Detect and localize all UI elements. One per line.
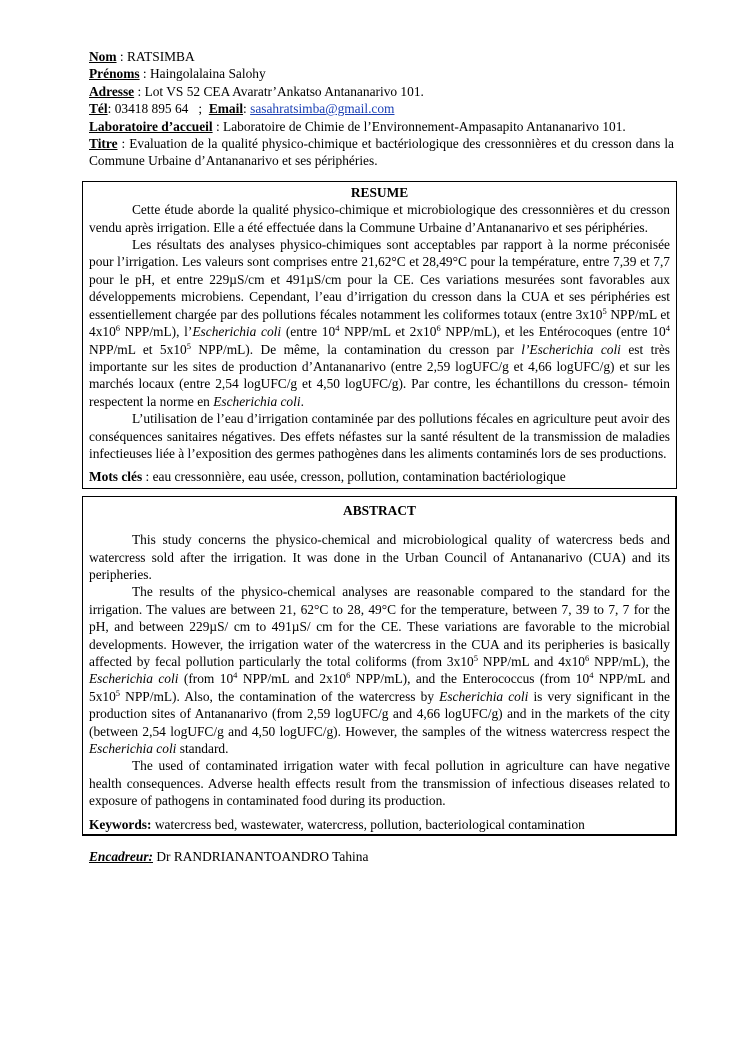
author-info bbox=[89, 48, 674, 170]
superscript: 4 bbox=[233, 670, 238, 681]
keywords-value: watercress bed, wastewater, watercress, pollution, bacteriological contamination bbox=[151, 816, 585, 832]
abstract-box bbox=[82, 496, 677, 836]
abstract-p2-text: NPP/mL and 2x10 bbox=[237, 671, 347, 687]
superscript: 5 bbox=[115, 687, 121, 698]
resume-p2-text: . bbox=[300, 393, 304, 409]
nom-line: Nom : RATSIMBA bbox=[89, 49, 195, 64]
abstract-title: ABSTRACT bbox=[343, 502, 416, 518]
superscript: 6 bbox=[115, 323, 121, 334]
resume-keywords bbox=[89, 468, 670, 485]
abstract-p2-text: is very significant in the production sites of Antananarivo (from 2,59 logUFC/g and 4,66 logUFC/g) and in the markets of the city (between 2,54 logUFC/g and 4,50 logUFC/g). However, the samples of the witness watercress respect the bbox=[89, 688, 670, 739]
encadreur-line bbox=[89, 848, 674, 865]
prenoms-value: Haingolalaina Salohy bbox=[150, 66, 266, 82]
contact-line: Tél: 03418 895 64 ; Email: sasahratsimba@gmail.com bbox=[89, 101, 395, 117]
keywords-label: Keywords: bbox=[89, 816, 152, 832]
tel-value: 03418 895 64 bbox=[114, 101, 189, 117]
abstract-paragraph-1: This study concerns the physico-chemical and microbiological quality of watercress beds and watercress sold after the irrigation. It was done in the Urban Council of Antananarivo (CUA) and its peripheries. bbox=[89, 532, 670, 582]
encadreur-value: Dr RANDRIANANTOANDRO Tahina bbox=[153, 849, 369, 865]
abstract-keywords bbox=[89, 816, 670, 833]
adresse-label: Adresse bbox=[89, 83, 135, 99]
abstract-p2-text: NPP/mL and 5x10 bbox=[89, 671, 670, 704]
adresse-value: Lot VS 52 CEA Avaratr’Ankatso Antananarivo 101. bbox=[144, 83, 424, 99]
superscript: 4 bbox=[335, 323, 340, 334]
resume-p2-text: NPP/mL), l’ bbox=[120, 324, 193, 340]
abstract-p2-text: NPP/mL), the bbox=[589, 654, 671, 669]
superscript: 5 bbox=[602, 305, 607, 316]
document-page bbox=[89, 48, 674, 865]
resume-p2-text: NPP/mL et 5x10 bbox=[89, 341, 187, 357]
prenoms-line: Prénoms : Haingolalaina Salohy bbox=[89, 66, 266, 82]
superscript: 6 bbox=[346, 670, 351, 681]
adresse-line: Adresse : Lot VS 52 CEA Avaratr’Ankatso Antananarivo 101. bbox=[89, 83, 424, 99]
resume-box bbox=[82, 181, 677, 489]
resume-paragraph-1: Cette étude aborde la qualité physico-chimique et microbiologique des cressonnières et du cresson vendu après irrigation. Elle a été effectuée dans la Commune Urbaine d’Antananarivo et ses périphéries. bbox=[89, 202, 670, 235]
abstract-p2-text: The results of the physico-chemical analyses are reasonable compared to the standard for the irrigation. The values are between 21, 62°C to 28, 49°C for the temperature, between 7, 39 to 7, 7 for the pH, and between 229µS/ cm to 491µS/ cm for the CE. These variations are favorable to the microbial developments. However, the irrigation water of the watercress in the CUA and its peripheries is basically affected by fecal pollution particularly the total coliforms (from 3x10 bbox=[89, 584, 670, 669]
superscript: 6 bbox=[436, 323, 441, 334]
resume-p2-text: NPP/mL et 2x10 bbox=[339, 324, 437, 340]
resume-title: RESUME bbox=[350, 184, 409, 200]
tel-label: Tél bbox=[89, 101, 108, 117]
abstract-p2-text: (from 10 bbox=[178, 671, 234, 687]
labo-value: Laboratoire de Chimie de l’Environnement-Ampasapito Antananarivo 101. bbox=[223, 118, 626, 134]
encadreur-label: Encadreur: bbox=[89, 849, 153, 865]
species-name: l’Escherichia coli bbox=[521, 341, 621, 357]
resume-p2-text: NPP/mL et 4x10 bbox=[89, 306, 670, 340]
superscript: 4 bbox=[589, 670, 594, 681]
resume-paragraph-2 bbox=[89, 236, 670, 410]
resume-p2-text: (entre 10 bbox=[281, 324, 336, 340]
superscript: 5 bbox=[473, 653, 478, 663]
email-label: Email bbox=[208, 101, 244, 117]
superscript: 5 bbox=[186, 340, 191, 351]
titre-label: Titre bbox=[89, 136, 118, 152]
abstract-paragraph-3: The used of contaminated irrigation water with fecal pollution in agriculture can have negative health consequences. Adverse health effects result from the transmission of infectious diseases related to exposure of pathogens in contaminated food during its production. bbox=[89, 758, 670, 809]
species-name: Escherichia coli bbox=[439, 688, 529, 704]
abstract-p2-text: NPP/mL and 4x10 bbox=[477, 654, 586, 669]
email-link[interactable]: sasahratsimba@gmail.com bbox=[250, 101, 395, 117]
titre-line: Titre : Evaluation de la qualité physico-chimique et bactériologique des cressonnières et du cresson dans la Commune Urbaine d’Antananarivo et ses périphéries. bbox=[89, 136, 674, 169]
abstract-p2-text: NPP/mL). Also, the contamination of the watercress by bbox=[120, 688, 440, 704]
abstract-paragraph-2 bbox=[89, 583, 670, 757]
resume-p2-text: NPP/mL), et les Entérocoques (entre 10 bbox=[440, 324, 666, 340]
abstract-p2-text: NPP/mL), and the Enterococcus (from 10 bbox=[350, 671, 590, 687]
superscript: 6 bbox=[585, 653, 590, 663]
prenoms-label: Prénoms bbox=[89, 66, 140, 82]
labo-line: Laboratoire d’accueil : Laboratoire de Chimie de l’Environnement-Ampasapito Antananarivo 101. bbox=[89, 118, 626, 134]
resume-paragraph-3: L’utilisation de l’eau d’irrigation contaminée par des pollutions fécales en agriculture peut avoir des conséquences sanitaires négatives. Des effets néfastes sur la santé résultent de la transmission de maladies infectieuses liée à l’exposition des germes pathogènes dans les aliments contaminés lors de ses productions. bbox=[89, 411, 670, 461]
nom-label: Nom bbox=[89, 49, 117, 64]
nom-value: RATSIMBA bbox=[126, 49, 195, 64]
species-name: Escherichia coli bbox=[192, 324, 282, 340]
superscript: 4 bbox=[665, 323, 670, 334]
keywords-value: : eau cressonnière, eau usée, cresson, pollution, contamination bactériologique bbox=[142, 469, 566, 485]
species-name: Escherichia coli bbox=[89, 741, 177, 757]
abstract-p2-text: standard. bbox=[176, 741, 229, 757]
resume-p2-text: NPP/mL). De même, la contamination du cresson par bbox=[190, 341, 522, 357]
resume-p2-text: Les résultats des analyses physico-chimiques sont acceptables par rapport à la norme préconisée pour l’irrigation. Les valeurs sont comprises entre 21,62°C et 28,49°C pour la température, entre 7,39 et 7,7 pour le pH, et entre 229µS/cm et 491µS/cm pour la CE. Ces variations mesurées sont favorables aux développements microbiens. Cependant, l’eau d’irrigation du cresson dans la CUA et ses périphéries est essentiellement chargée par des pollutions fécales notamment les coliformes totaux (entre 3x10 bbox=[89, 237, 670, 322]
labo-label: Laboratoire d’accueil bbox=[89, 118, 213, 134]
species-name: Escherichia coli bbox=[213, 393, 301, 409]
keywords-label: Mots clés bbox=[89, 469, 143, 485]
titre-value: Evaluation de la qualité physico-chimique et bactériologique des cressonnières et du cresson dans la Commune Urbaine d’Antananarivo et ses périphéries. bbox=[89, 136, 674, 169]
species-name: Escherichia coli bbox=[89, 671, 179, 687]
resume-p2-text: est très importante sur les sites de production d’Antananarivo (entre 2,59 logUFC/g et 4,66 logUFC/g) et sur les marchés locaux (entre 2,54 logUFC/g et 4,50 logUFC/g). Par contre, les échantillons du cresson- témoin respectent la norme en bbox=[89, 341, 670, 409]
